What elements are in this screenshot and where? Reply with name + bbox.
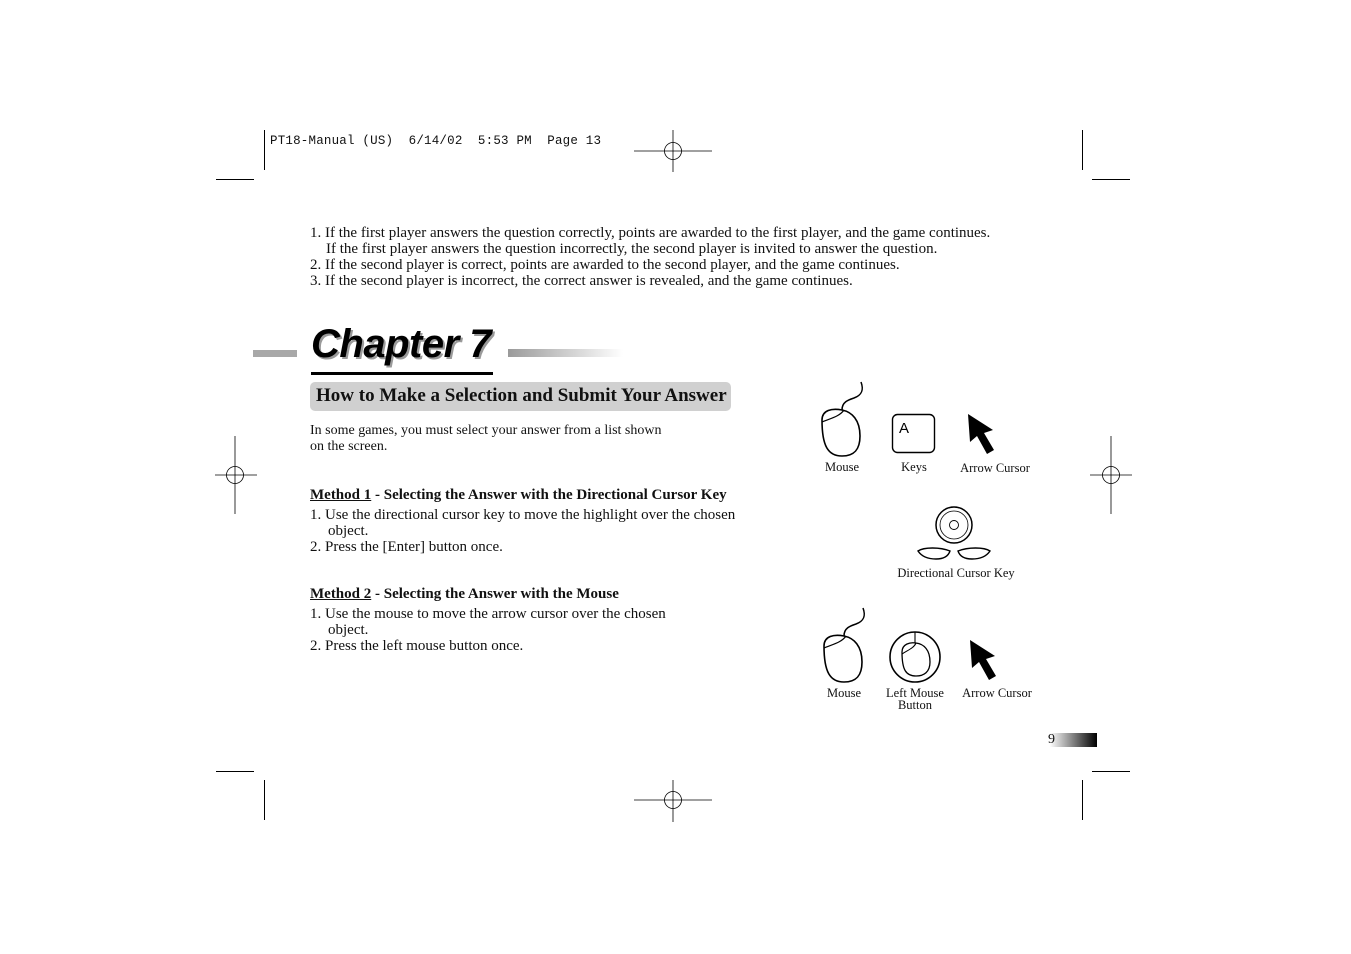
registration-mark-icon (634, 130, 714, 172)
intro-list (310, 225, 990, 289)
crop-mark (264, 130, 265, 170)
section-title: How to Make a Selection and Submit Your Answer (316, 385, 727, 406)
print-slug-line: PT18-Manual (US) 6/14/02 5:53 PM Page 13 (270, 134, 602, 148)
method2-label: Method 2 (310, 586, 372, 602)
list-item: 2. Press the left mouse button once. (310, 638, 524, 654)
key-icon (891, 413, 937, 455)
crop-mark (1092, 771, 1130, 772)
list-item: object. (328, 622, 369, 638)
crop-mark (1082, 130, 1083, 170)
arrow-cursor-icon (966, 412, 1002, 458)
crop-mark (216, 771, 254, 772)
crop-mark (1082, 780, 1083, 820)
crop-mark (216, 179, 254, 180)
crop-mark (264, 780, 265, 820)
chapter-underline (311, 372, 493, 375)
chapter-decor-bar (253, 350, 297, 357)
registration-mark-icon (215, 436, 257, 516)
chapter-decor-gradient (508, 349, 623, 357)
arrow-cursor-label: Arrow Cursor (960, 461, 1030, 475)
keys-label: Keys (901, 460, 927, 474)
mouse-icon (818, 380, 868, 458)
list-item: object. (328, 523, 369, 539)
arrow-cursor-icon (968, 638, 1004, 684)
paragraph-line: on the screen. (310, 439, 388, 454)
mouse-label: Mouse (826, 686, 862, 700)
list-item: 2. Press the [Enter] button once. (310, 539, 503, 555)
crop-mark (1092, 179, 1130, 180)
label-line: Left Mouse (886, 686, 944, 700)
method2-heading (310, 586, 619, 603)
method2-steps (310, 606, 666, 654)
registration-mark-icon (634, 780, 714, 822)
method1-label: Method 1 (310, 487, 372, 503)
chapter-title: Chapter 7 (311, 322, 491, 366)
left-mouse-button-label (875, 687, 955, 711)
directional-cursor-key-icon (914, 505, 994, 563)
page-number: 9 (1048, 732, 1055, 747)
list-item: 2. If the second player is correct, points are awarded to the second player, and the game continues. (310, 257, 900, 273)
directional-cursor-key-label: Directional Cursor Key (897, 566, 1015, 580)
list-item: If the first player answers the question incorrectly, the second player is invited to answer the question. (326, 241, 938, 257)
registration-mark-icon (1090, 436, 1132, 516)
section-intro (310, 423, 662, 455)
page-number-bar (1038, 733, 1097, 747)
list-item: 1. If the first player answers the question correctly, points are awarded to the first player, and the game continues. (310, 225, 991, 241)
key-letter: A (899, 420, 910, 437)
method1-heading (310, 487, 727, 504)
method1-title: - Selecting the Answer with the Directional Cursor Key (371, 487, 727, 503)
mouse-icon (820, 606, 870, 684)
list-item: 3. If the second player is incorrect, the correct answer is revealed, and the game continues. (310, 273, 853, 289)
mouse-label: Mouse (824, 460, 860, 474)
list-item: 1. Use the directional cursor key to move the highlight over the chosen (310, 507, 736, 523)
left-mouse-button-icon (888, 630, 942, 684)
list-item: 1. Use the mouse to move the arrow cursor over the chosen (310, 606, 666, 622)
method1-steps (310, 507, 735, 555)
arrow-cursor-label: Arrow Cursor (962, 686, 1032, 700)
label-line: Button (897, 698, 933, 712)
method2-title: - Selecting the Answer with the Mouse (371, 586, 619, 602)
paragraph-line: In some games, you must select your answer from a list shown (310, 423, 662, 438)
